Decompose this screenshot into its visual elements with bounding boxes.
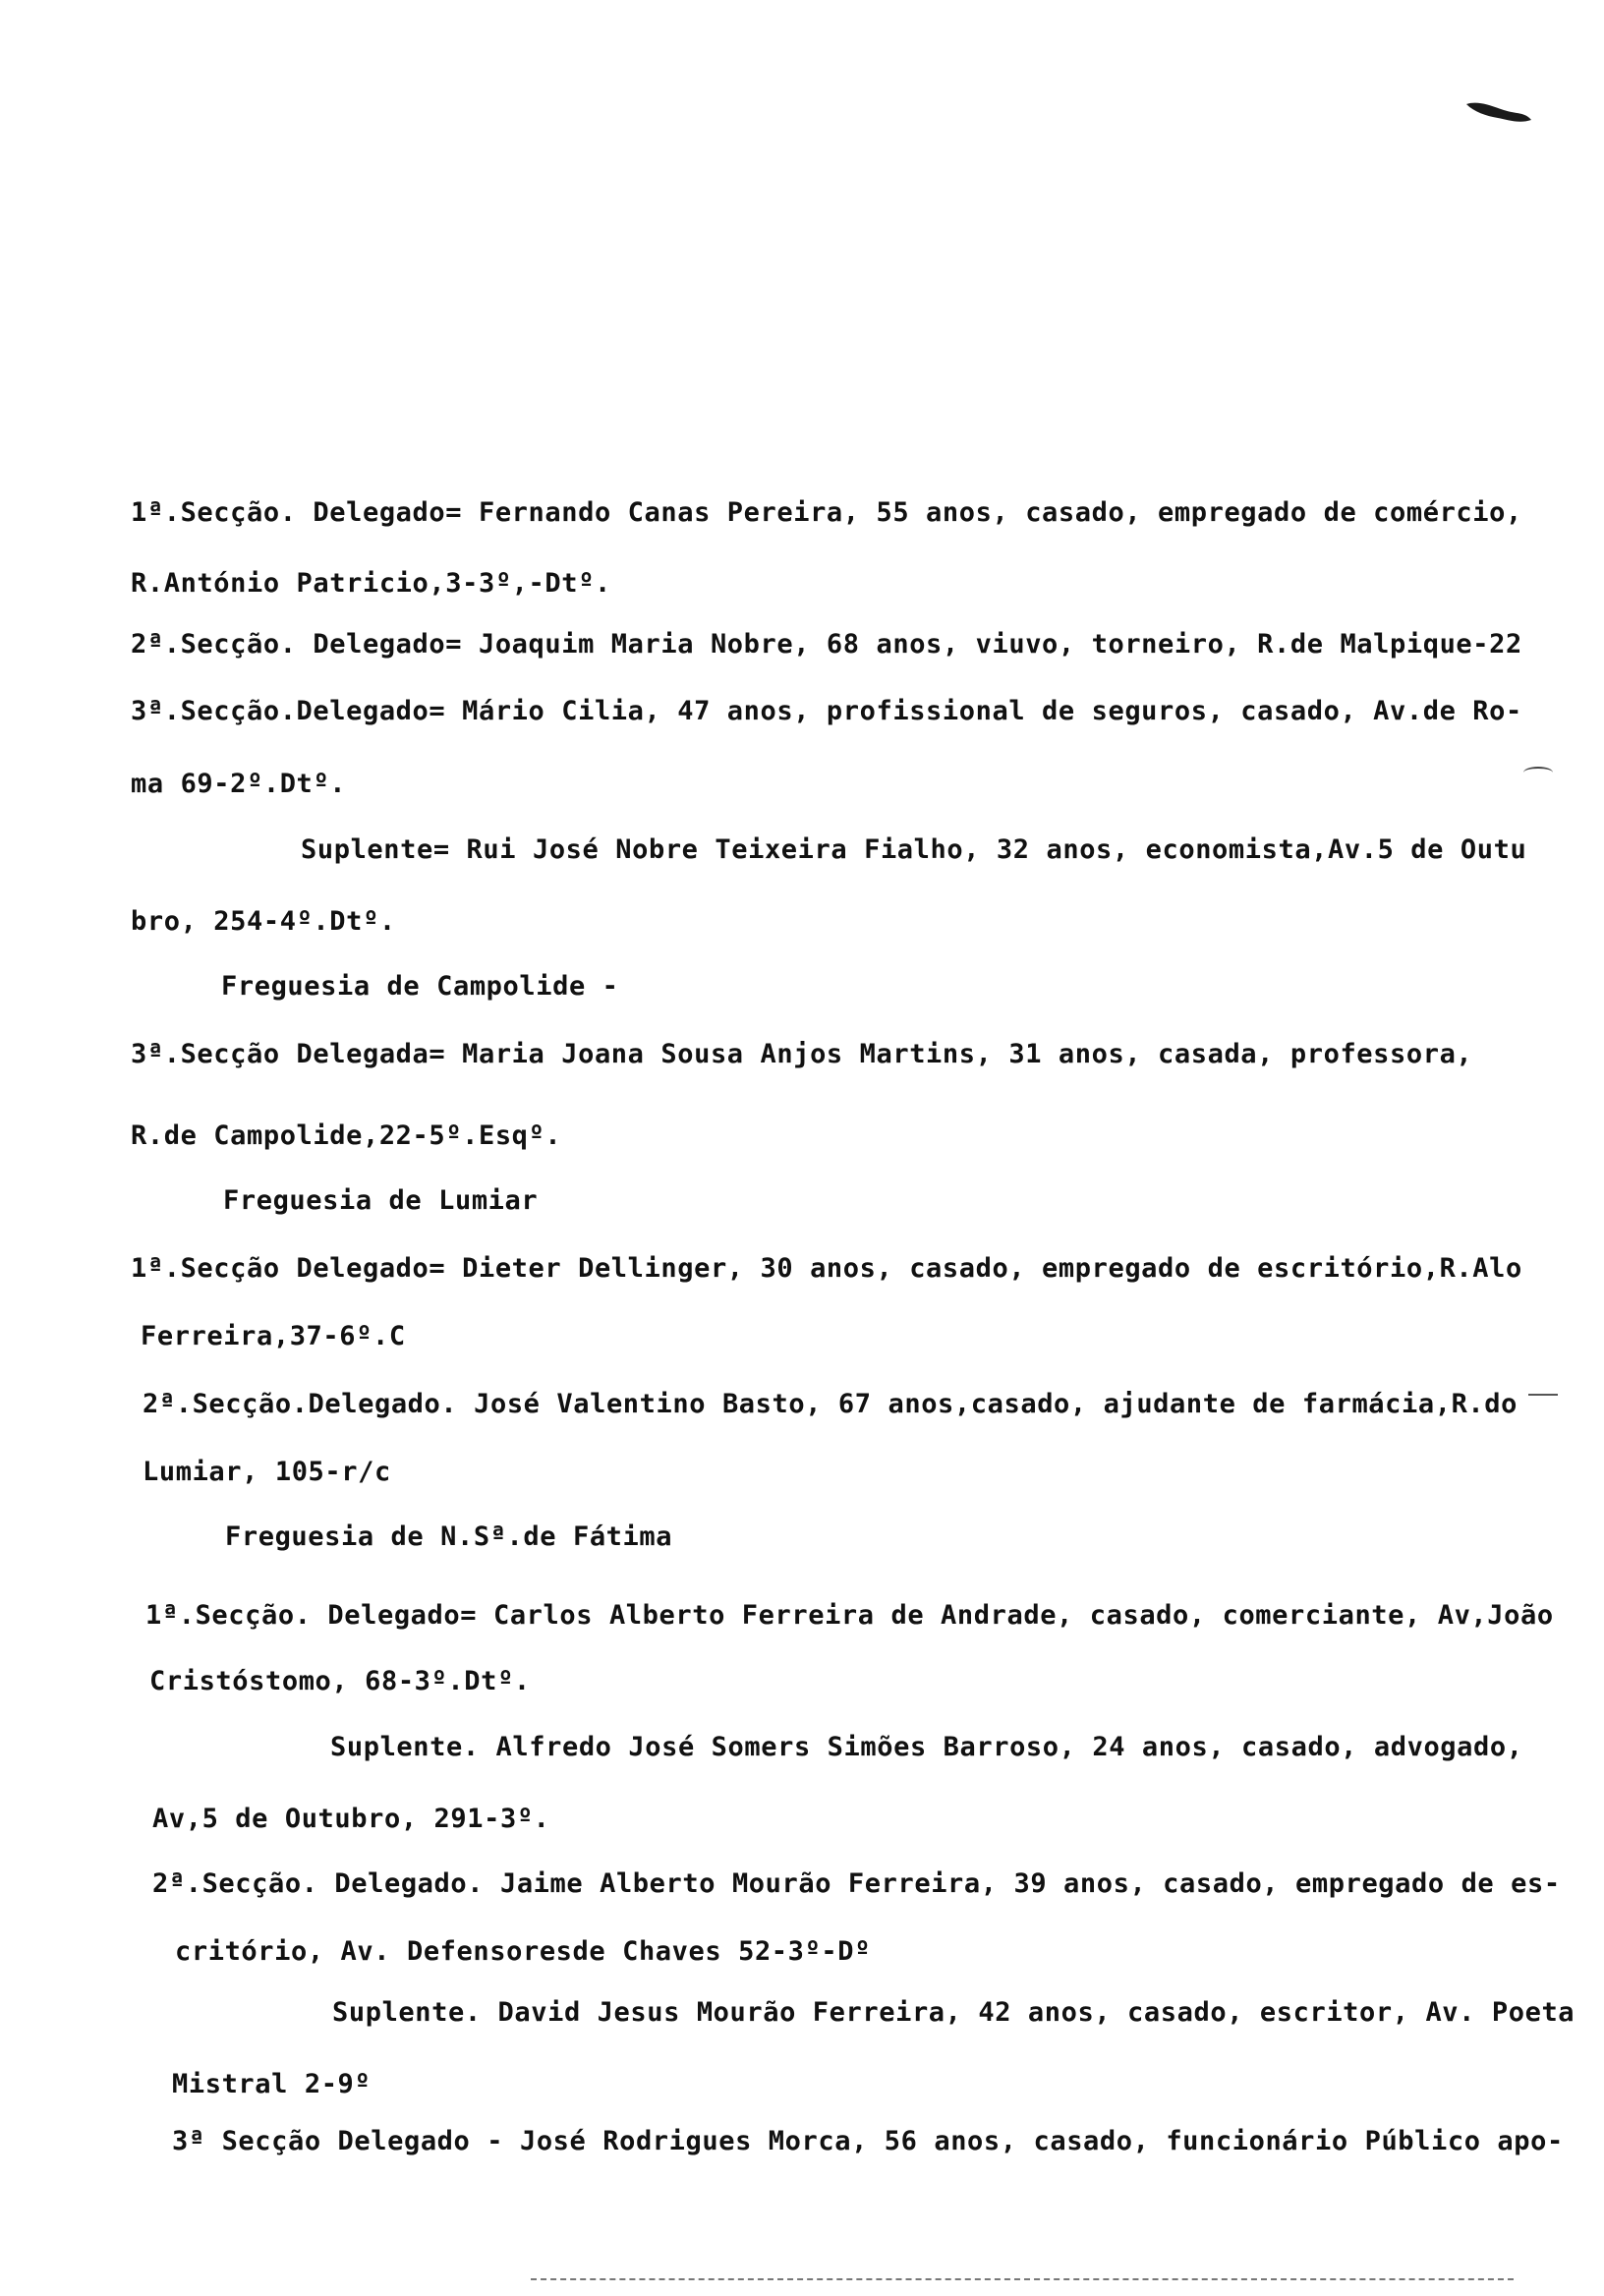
- text-line: 2ª.Secção. Delegado= Joaquim Maria Nobre, 68 anos, viuvo, torneiro, R.de Malpique-22: [131, 629, 1522, 660]
- text-line: 1ª.Secção Delegado= Dieter Dellinger, 30 anos, casado, empregado de escritório,R.Alo: [131, 1253, 1522, 1284]
- text-line: bro, 254-4º.Dtº.: [131, 906, 396, 937]
- text-line: 2ª.Secção. Delegado. Jaime Alberto Mourão Ferreira, 39 anos, casado, empregado de es-: [152, 1868, 1561, 1899]
- text-line: 1ª.Secção. Delegado= Carlos Alberto Ferreira de Andrade, casado, comerciante, Av,João: [145, 1600, 1554, 1631]
- scan-edge-mark: [1528, 1394, 1558, 1406]
- text-line: Ferreira,37-6º.C: [141, 1321, 406, 1351]
- section-heading: Freguesia de Campolide -: [221, 971, 619, 1002]
- text-line: critório, Av. Defensoresde Chaves 52-3º-Dº: [175, 1936, 871, 1967]
- text-line: 3ª.Secção Delegada= Maria Joana Sousa Anjos Martins, 31 anos, casada, professora,: [131, 1039, 1473, 1069]
- section-heading: Freguesia de N.Sª.de Fátima: [225, 1521, 673, 1552]
- section-heading: Freguesia de Lumiar: [223, 1185, 539, 1216]
- text-line: ma 69-2º.Dtº.: [131, 769, 347, 799]
- scan-smudge-icon: [1464, 98, 1533, 126]
- text-line: Mistral 2-9º: [172, 2069, 372, 2099]
- text-line: R.de Campolide,22-5º.Esqº.: [131, 1120, 562, 1151]
- text-line: Suplente= Rui José Nobre Teixeira Fialho, 32 anos, economista,Av.5 de Outu: [301, 834, 1527, 865]
- text-line: 2ª.Secção.Delegado. José Valentino Basto, 67 anos,casado, ajudante de farmácia,R.do: [143, 1389, 1518, 1419]
- text-line: R.António Patricio,3-3º,-Dtº.: [131, 568, 611, 599]
- text-line: 1ª.Secção. Delegado= Fernando Canas Pereira, 55 anos, casado, empregado de comércio,: [131, 497, 1522, 528]
- text-line: Suplente. Alfredo José Somers Simões Barroso, 24 anos, casado, advogado,: [330, 1732, 1523, 1762]
- scan-edge-mark: [1523, 767, 1553, 778]
- text-line: Suplente. David Jesus Mourão Ferreira, 42 anos, casado, escritor, Av. Poeta: [332, 1997, 1575, 2028]
- text-line: 3ª Secção Delegado - José Rodrigues Morca, 56 anos, casado, funcionário Público apo-: [172, 2126, 1564, 2156]
- text-line: Cristóstomo, 68-3º.Dtº.: [149, 1666, 531, 1696]
- scan-bottom-strip: [531, 2278, 1514, 2288]
- text-line: 3ª.Secção.Delegado= Mário Cilia, 47 anos, profissional de seguros, casado, Av.de Ro-: [131, 696, 1522, 726]
- text-line: Lumiar, 105-r/c: [143, 1457, 391, 1487]
- text-line: Av,5 de Outubro, 291-3º.: [152, 1804, 550, 1834]
